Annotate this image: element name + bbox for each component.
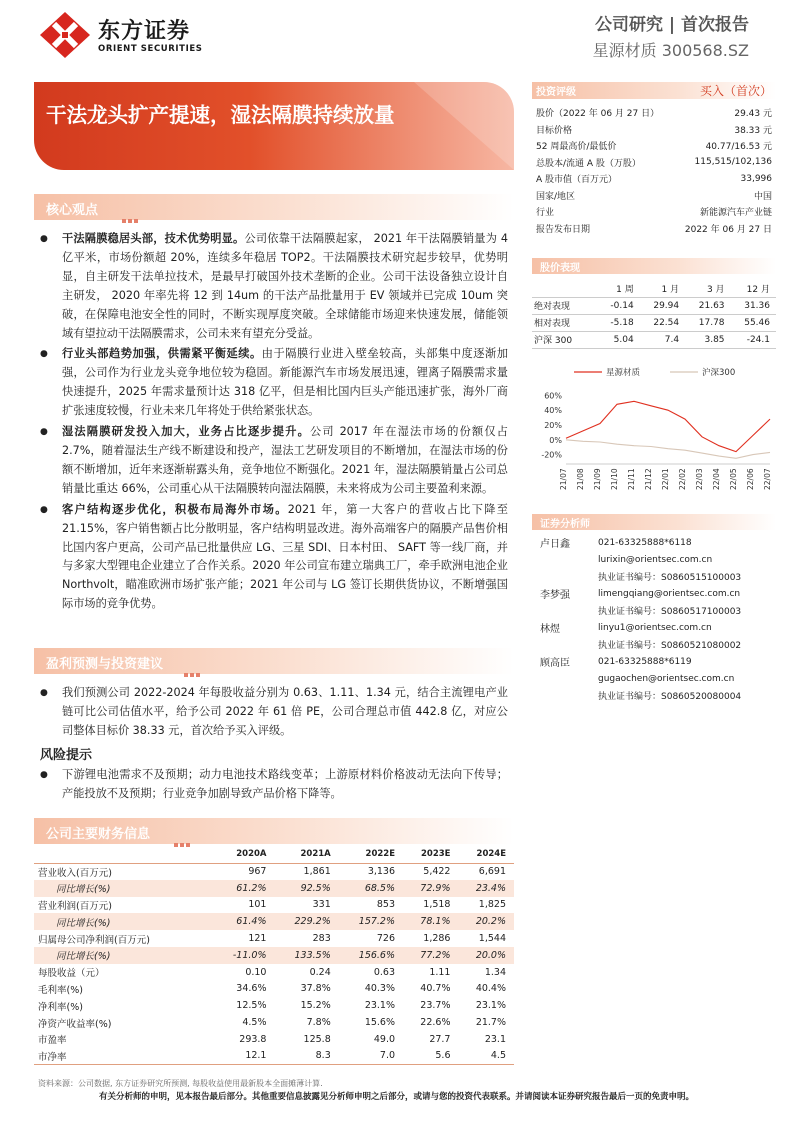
cell-value: 92.5% bbox=[274, 880, 338, 897]
cell-value: 22.6% bbox=[420, 1017, 451, 1029]
analyst-row bbox=[532, 551, 776, 568]
info-value: 中国 bbox=[753, 191, 772, 202]
year-header: 2021A bbox=[300, 849, 331, 860]
analysts-panel bbox=[532, 514, 776, 704]
cell-value: 1.34 bbox=[484, 966, 506, 978]
metric-row bbox=[34, 863, 514, 880]
analysts-title-bar bbox=[532, 514, 776, 530]
cell-value: 3,136 bbox=[367, 866, 396, 878]
x-tick-label: 22/01 bbox=[661, 468, 670, 490]
perf-header: 12 月 bbox=[731, 280, 776, 297]
core-point bbox=[40, 230, 508, 343]
x-tick-label: 21/11 bbox=[627, 468, 636, 490]
x-tick-label: 21/07 bbox=[559, 468, 568, 490]
cell-value: 27.7 bbox=[429, 1033, 451, 1045]
section-core-view bbox=[34, 194, 514, 220]
y-tick-label: 0% bbox=[549, 435, 562, 445]
cell-value: 23.1% bbox=[475, 1000, 506, 1012]
cell-value: 34.6% bbox=[236, 983, 267, 995]
performance-panel bbox=[532, 258, 776, 349]
perf-row bbox=[532, 297, 776, 314]
section-financials bbox=[34, 818, 514, 844]
cell-value: 967 bbox=[248, 866, 267, 878]
financial-table bbox=[34, 846, 514, 1065]
perf-label: 绝对表现 bbox=[532, 297, 598, 314]
perf-header: 3 月 bbox=[685, 280, 730, 297]
x-tick-label: 22/07 bbox=[763, 468, 772, 490]
core-point bbox=[40, 501, 508, 614]
info-key: 目标价格 bbox=[536, 125, 573, 136]
cell-value: 61.4% bbox=[214, 913, 274, 930]
cell-value: 20.2% bbox=[458, 913, 514, 930]
cell-value: 40.4% bbox=[475, 983, 506, 995]
cell-value: 12.1 bbox=[214, 1048, 274, 1065]
cell-value: 7.8% bbox=[306, 1017, 331, 1029]
cell-value: 78.1% bbox=[403, 913, 458, 930]
row-label: 营业收入(百万元) bbox=[38, 867, 112, 879]
x-tick-label: 21/12 bbox=[644, 468, 653, 490]
cell-value: 49.0 bbox=[373, 1033, 396, 1045]
section-dots bbox=[184, 662, 202, 681]
growth-row bbox=[34, 947, 514, 964]
core-point bbox=[40, 345, 508, 421]
banner-decor bbox=[414, 82, 514, 170]
forecast-point: ● 我们预测公司 2022-2024 年每股收益分别为 0.63、1.11、1.34 元，结合主流锂电产业链可比公司估值水平，给予公司 2022 年 61 倍 PE，公司合理总市值 442.8 亿，对应公司整体目标价 38.33 元，首次给予买入评级。 bbox=[40, 684, 508, 741]
info-key: 报告发布日期 bbox=[536, 224, 591, 235]
footnote: 资料来源：公司数据, 东方证券研究所预测, 每股收益使用最新股本全面摊薄计算. bbox=[38, 1079, 323, 1088]
metric-row bbox=[34, 930, 514, 947]
perf-label: 沪深 300 bbox=[532, 331, 598, 348]
analyst-name: 李梦强 bbox=[540, 590, 570, 601]
cell-value: 1,518 bbox=[423, 899, 451, 911]
info-key: 国家/地区 bbox=[536, 191, 576, 202]
stock-info-row bbox=[532, 154, 776, 171]
stock-code: 星源材质 300568.SZ bbox=[592, 41, 749, 60]
analyst-info: 021-63325888*6119 bbox=[598, 656, 692, 667]
row-label: 归属母公司净利润(百万元) bbox=[38, 934, 150, 946]
company-logo bbox=[40, 12, 240, 60]
cell-value: 61.2% bbox=[214, 880, 274, 897]
growth-row bbox=[34, 880, 514, 897]
metric-row bbox=[34, 897, 514, 914]
cell-value: 1,544 bbox=[478, 933, 506, 945]
section-title: 核心观点 bbox=[46, 203, 99, 218]
cell-value: 5,422 bbox=[423, 866, 451, 878]
row-label: 营业利润(百万元) bbox=[38, 900, 112, 912]
logo-text-en: ORIENT SECURITIES bbox=[98, 44, 203, 54]
perf-value: 22.54 bbox=[640, 314, 685, 331]
legend-label-stock: 星源材质 bbox=[606, 368, 641, 378]
x-tick-label: 22/05 bbox=[729, 468, 738, 490]
x-tick-label: 22/06 bbox=[746, 468, 755, 490]
cell-value: 293.8 bbox=[239, 1033, 267, 1045]
metric-row bbox=[34, 1031, 514, 1048]
stock-info-row bbox=[532, 220, 776, 237]
core-points-list bbox=[40, 230, 508, 616]
perf-value: 5.04 bbox=[598, 331, 640, 348]
analyst-row bbox=[532, 687, 776, 704]
perf-value: -5.18 bbox=[598, 314, 640, 331]
y-tick-label: -20% bbox=[541, 450, 562, 460]
financial-table-header bbox=[34, 846, 514, 863]
info-value: 33,996 bbox=[740, 173, 772, 184]
cell-value: 40.7% bbox=[420, 983, 451, 995]
analyst-row bbox=[532, 602, 776, 619]
cell-value: 12.5% bbox=[236, 1000, 267, 1012]
stock-info-row bbox=[532, 204, 776, 221]
cell-value: 726 bbox=[376, 933, 396, 945]
year-header: 2020A bbox=[236, 849, 267, 860]
cell-value: 23.1% bbox=[364, 1000, 396, 1012]
cell-value: 101 bbox=[248, 899, 267, 911]
cell-value: 0.10 bbox=[245, 966, 267, 978]
title-banner bbox=[34, 82, 514, 170]
core-point-heading: 干法隔膜稳居头部，技术优势明显。 bbox=[62, 232, 245, 245]
cell-value: 15.2% bbox=[300, 1000, 331, 1012]
risk-list bbox=[40, 766, 508, 806]
x-tick-label: 21/09 bbox=[593, 468, 602, 490]
analyst-row bbox=[532, 619, 776, 636]
cell-value: 331 bbox=[312, 899, 331, 911]
metric-row bbox=[34, 981, 514, 998]
perf-value: 7.4 bbox=[640, 331, 685, 348]
cell-value: 72.9% bbox=[403, 880, 458, 897]
x-tick-label: 22/02 bbox=[678, 468, 687, 490]
logo-text-cn: 东方证券 bbox=[98, 19, 191, 44]
performance-table-body bbox=[532, 297, 776, 348]
perf-value: 55.46 bbox=[731, 314, 776, 331]
report-type: 公司研究 | 首次报告 bbox=[594, 15, 749, 35]
row-label: 同比增长(%) bbox=[34, 880, 214, 897]
cell-value: 77.2% bbox=[403, 947, 458, 964]
cell-value: 21.7% bbox=[475, 1017, 506, 1029]
year-header: 2023E bbox=[421, 849, 451, 860]
analyst-row bbox=[532, 636, 776, 653]
row-label: 毛利率(%) bbox=[38, 984, 83, 996]
cell-value: 1,825 bbox=[478, 899, 506, 911]
disclaimer-footer: 有关分析师的申明，见本报告最后部分。其他重要信息披露见分析师申明之后部分，或请与您的投资代表联系。并请阅读本证券研究报告最后一页的免责申明。 bbox=[98, 1092, 694, 1102]
rating-value: 买入（首次） bbox=[699, 83, 772, 98]
year-header: 2022E bbox=[365, 849, 396, 860]
core-point-text: 公司依靠干法隔膜起家， 2021 年干法隔膜销量为 4 亿平米，市场份额超 20%，连续多年稳居 TOP2。干法隔膜技术研究起步较早，优势明显，自主研发干法单拉技术，是最早打破国外技术垄断的企业。公司干法设备独立设计自主研发， 2020 年率先将 12 到 14um 的干法产品批量用于 EV 领域并已完成 10um 突破，在保障电池安全性的同时，不断实现厚度突破。全球储能市场迎来快速发展，储能领域有望拉动干法隔膜需求，公司未来有望充分受益。 bbox=[62, 232, 508, 340]
stock-info-row bbox=[532, 138, 776, 155]
analyst-row bbox=[532, 585, 776, 602]
performance-title-bar bbox=[532, 258, 776, 274]
row-label: 市盈率 bbox=[38, 1035, 67, 1047]
logo-mark-icon bbox=[40, 12, 90, 58]
analyst-info: 执业证书编号：S0860517100003 bbox=[598, 607, 742, 617]
core-point-heading: 湿法隔膜研发投入加大，业务占比逐步提升。 bbox=[62, 425, 310, 439]
cell-value: 133.5% bbox=[274, 947, 338, 964]
info-key: A 股市值（百万元） bbox=[536, 175, 618, 186]
cell-value: 853 bbox=[376, 899, 396, 911]
info-key: 行业 bbox=[536, 208, 555, 219]
risk-point: ● 下游锂电池需求不及预期；动力电池技术路线变革；上游原材料价格波动无法向下传导；产能投放不及预期；行业竞争加剧导致产品价格下降等。 bbox=[40, 766, 508, 804]
core-point bbox=[40, 423, 508, 499]
perf-value: 21.63 bbox=[685, 297, 730, 314]
x-tick-label: 22/04 bbox=[712, 468, 721, 490]
info-value: 115,515/102,136 bbox=[694, 157, 772, 168]
cell-value: 0.63 bbox=[373, 966, 396, 978]
perf-label: 相对表现 bbox=[532, 314, 598, 331]
analyst-row bbox=[532, 670, 776, 687]
stock-info-list bbox=[532, 105, 776, 237]
cell-value: 229.2% bbox=[274, 913, 338, 930]
row-label: 同比增长(%) bbox=[34, 947, 214, 964]
row-label: 同比增长(%) bbox=[34, 913, 214, 930]
perf-value: 17.78 bbox=[685, 314, 730, 331]
metric-row bbox=[34, 1014, 514, 1031]
risk-title: 风险提示 bbox=[40, 748, 93, 763]
core-point-text: 2021 年，第一大客户的营收占比下降至 21.15%，客户销售额占比分散明显，客户结构明显改进。海外高端客户的隔膜产品售价相比国内客户更高，公司产品已批量供应 LG、三星 SDI、日本村田、 SAFT 等一线厂商，并与多家大型锂电企业建立了合作关系。2020 年公司宣布建立瑞典工厂，牵手欧洲电池企业 Northvolt，瞄准欧洲市场扩张产能；2021 年公司与 LG 签订长期供货协议，不断增强国际市场的竞争优势。 bbox=[62, 502, 508, 611]
row-label: 市净率 bbox=[34, 1048, 214, 1065]
analyst-info: 执业证书编号：S0860521080002 bbox=[598, 641, 742, 651]
cell-value: 40.3% bbox=[364, 983, 396, 995]
cell-value: 156.6% bbox=[339, 947, 403, 964]
cell-value: 6,691 bbox=[478, 866, 506, 878]
metric-row bbox=[34, 997, 514, 1014]
stock-info-row bbox=[532, 187, 776, 204]
section-title: 盈利预测与投资建议 bbox=[46, 657, 164, 672]
analyst-info: lurixin@orientsec.com.cn bbox=[598, 554, 713, 565]
core-point-text: 由于隔膜行业进入壁垒较高，头部集中度逐渐加强，公司作为行业龙头竞争地位较为稳固。新能源汽车市场发展迅速，锂离子隔膜需求量快速提升，2025 年需求量预计达 318 亿平，但是相比国内巨头产能迅速扩张，海外厂商扩张速度较慢，行业未来几年将处于供给紧张状态。 bbox=[62, 347, 508, 418]
cell-value: 4.5% bbox=[242, 1017, 267, 1029]
legend-label-index: 沪深300 bbox=[702, 368, 736, 378]
report-title: 干法龙头扩产提速，湿法隔膜持续放量 bbox=[46, 103, 395, 127]
perf-row bbox=[532, 331, 776, 348]
core-point-heading: 行业头部趋势加强，供需紧平衡延续。 bbox=[62, 347, 262, 361]
analyst-name: 顾高臣 bbox=[540, 658, 570, 669]
perf-value: -0.14 bbox=[598, 297, 640, 314]
x-tick-label: 22/03 bbox=[695, 468, 704, 490]
cell-value: 5.6 bbox=[403, 1048, 458, 1065]
price-chart bbox=[532, 362, 776, 502]
section-forecast bbox=[34, 648, 514, 674]
cell-value: 1.11 bbox=[429, 966, 451, 978]
forecast-list bbox=[40, 684, 508, 743]
cell-value: 1,286 bbox=[423, 933, 451, 945]
cell-value: 7.0 bbox=[339, 1048, 403, 1065]
year-header: 2024E bbox=[476, 849, 506, 860]
y-tick-label: 20% bbox=[544, 421, 562, 430]
rating-row bbox=[532, 82, 776, 99]
core-point-heading: 客户结构逐步优化，积极布局海外市场。 bbox=[62, 502, 288, 516]
perf-header: 1 月 bbox=[640, 280, 685, 297]
analyst-info: linyu1@orientsec.com.cn bbox=[598, 622, 712, 633]
performance-title: 股价表现 bbox=[540, 263, 580, 274]
analyst-info: limengqiang@orientsec.com.cn bbox=[598, 588, 741, 599]
growth-row bbox=[34, 913, 514, 930]
analysts-list bbox=[532, 534, 776, 704]
perf-header-empty bbox=[532, 280, 598, 297]
info-key: 总股本/流通 A 股（万股） bbox=[536, 158, 641, 169]
section-title: 公司主要财务信息 bbox=[46, 827, 151, 842]
header-empty bbox=[34, 846, 214, 863]
x-tick-label: 21/10 bbox=[610, 468, 619, 490]
cell-value: 8.3 bbox=[274, 1048, 338, 1065]
cell-value: 20.0% bbox=[458, 947, 514, 964]
row-label: 净资产收益率(%) bbox=[38, 1018, 112, 1030]
cell-value: 4.5 bbox=[458, 1048, 514, 1065]
perf-row bbox=[532, 314, 776, 331]
metric-row bbox=[34, 1048, 514, 1065]
info-value: 29.43 元 bbox=[734, 109, 772, 120]
financial-table-body bbox=[34, 863, 514, 1065]
analyst-info: 执业证书编号：S0860520080004 bbox=[598, 692, 742, 702]
analyst-info: gugaochen@orientsec.com.cn bbox=[598, 673, 735, 684]
stock-info-row bbox=[532, 171, 776, 188]
section-dots bbox=[122, 208, 140, 227]
cell-value: 0.24 bbox=[309, 966, 331, 978]
metric-row bbox=[34, 964, 514, 981]
stock-info-row bbox=[532, 121, 776, 138]
analyst-info: 021-63325888*6118 bbox=[598, 537, 692, 548]
rating-label: 投资评级 bbox=[536, 86, 576, 98]
cell-value: 68.5% bbox=[339, 880, 403, 897]
perf-value: 31.36 bbox=[731, 297, 776, 314]
cell-value: 23.4% bbox=[458, 880, 514, 897]
rating-panel bbox=[532, 82, 776, 237]
performance-table bbox=[532, 280, 776, 349]
perf-value: -24.1 bbox=[731, 331, 776, 348]
analyst-name: 卢日鑫 bbox=[540, 539, 570, 550]
y-tick-label: 40% bbox=[544, 406, 562, 416]
cell-value: 37.8% bbox=[300, 983, 331, 995]
info-value: 新能源汽车产业链 bbox=[699, 208, 772, 219]
cell-value: 23.7% bbox=[420, 1000, 451, 1012]
core-point-text: 公司 2017 年在湿法市场的份额仅占 2.7%，随着湿法生产线不断建设和投产，湿法工艺研发项目的不断增加，在湿法市场的份额不断增加，近年来逐渐崭露头角，竞争地位不断强化。2021 年，湿法隔膜销量占公司总销量比重达 66%，公司重心从干法隔膜转向湿法隔膜，未来将成为公司主要盈利来源。 bbox=[62, 425, 508, 495]
row-label: 净利率(%) bbox=[38, 1001, 83, 1013]
info-key: 52 周最高价/最低价 bbox=[536, 142, 617, 153]
analyst-name: 林煜 bbox=[540, 624, 560, 635]
row-label: 每股收益（元） bbox=[38, 968, 105, 980]
x-tick-label: 21/08 bbox=[576, 468, 585, 490]
series-line-stock bbox=[566, 401, 770, 451]
cell-value: 15.6% bbox=[364, 1017, 396, 1029]
info-value: 40.77/16.53 元 bbox=[705, 142, 772, 153]
analyst-row bbox=[532, 534, 776, 551]
perf-value: 3.85 bbox=[685, 331, 730, 348]
info-value: 38.33 元 bbox=[734, 125, 772, 136]
cell-value: -11.0% bbox=[214, 947, 274, 964]
analyst-row bbox=[532, 568, 776, 585]
stock-info-row bbox=[532, 105, 776, 122]
perf-header: 1 周 bbox=[598, 280, 640, 297]
cell-value: 1,861 bbox=[303, 866, 331, 878]
info-value: 2022 年 06 月 27 日 bbox=[684, 224, 772, 235]
info-key: 股价（2022 年 06 月 27 日） bbox=[536, 109, 660, 120]
analysts-title: 证券分析师 bbox=[540, 519, 590, 530]
cell-value: 283 bbox=[312, 933, 331, 945]
cell-value: 125.8 bbox=[303, 1033, 331, 1045]
cell-value: 23.1 bbox=[484, 1033, 506, 1045]
analyst-info: 执业证书编号：S0860515100003 bbox=[598, 573, 742, 583]
chart-lines bbox=[566, 401, 770, 458]
cell-value: 121 bbox=[248, 933, 267, 945]
analyst-row bbox=[532, 653, 776, 670]
perf-value: 29.94 bbox=[640, 297, 685, 314]
y-tick-label: 60% bbox=[544, 391, 562, 401]
cell-value: 157.2% bbox=[339, 913, 403, 930]
